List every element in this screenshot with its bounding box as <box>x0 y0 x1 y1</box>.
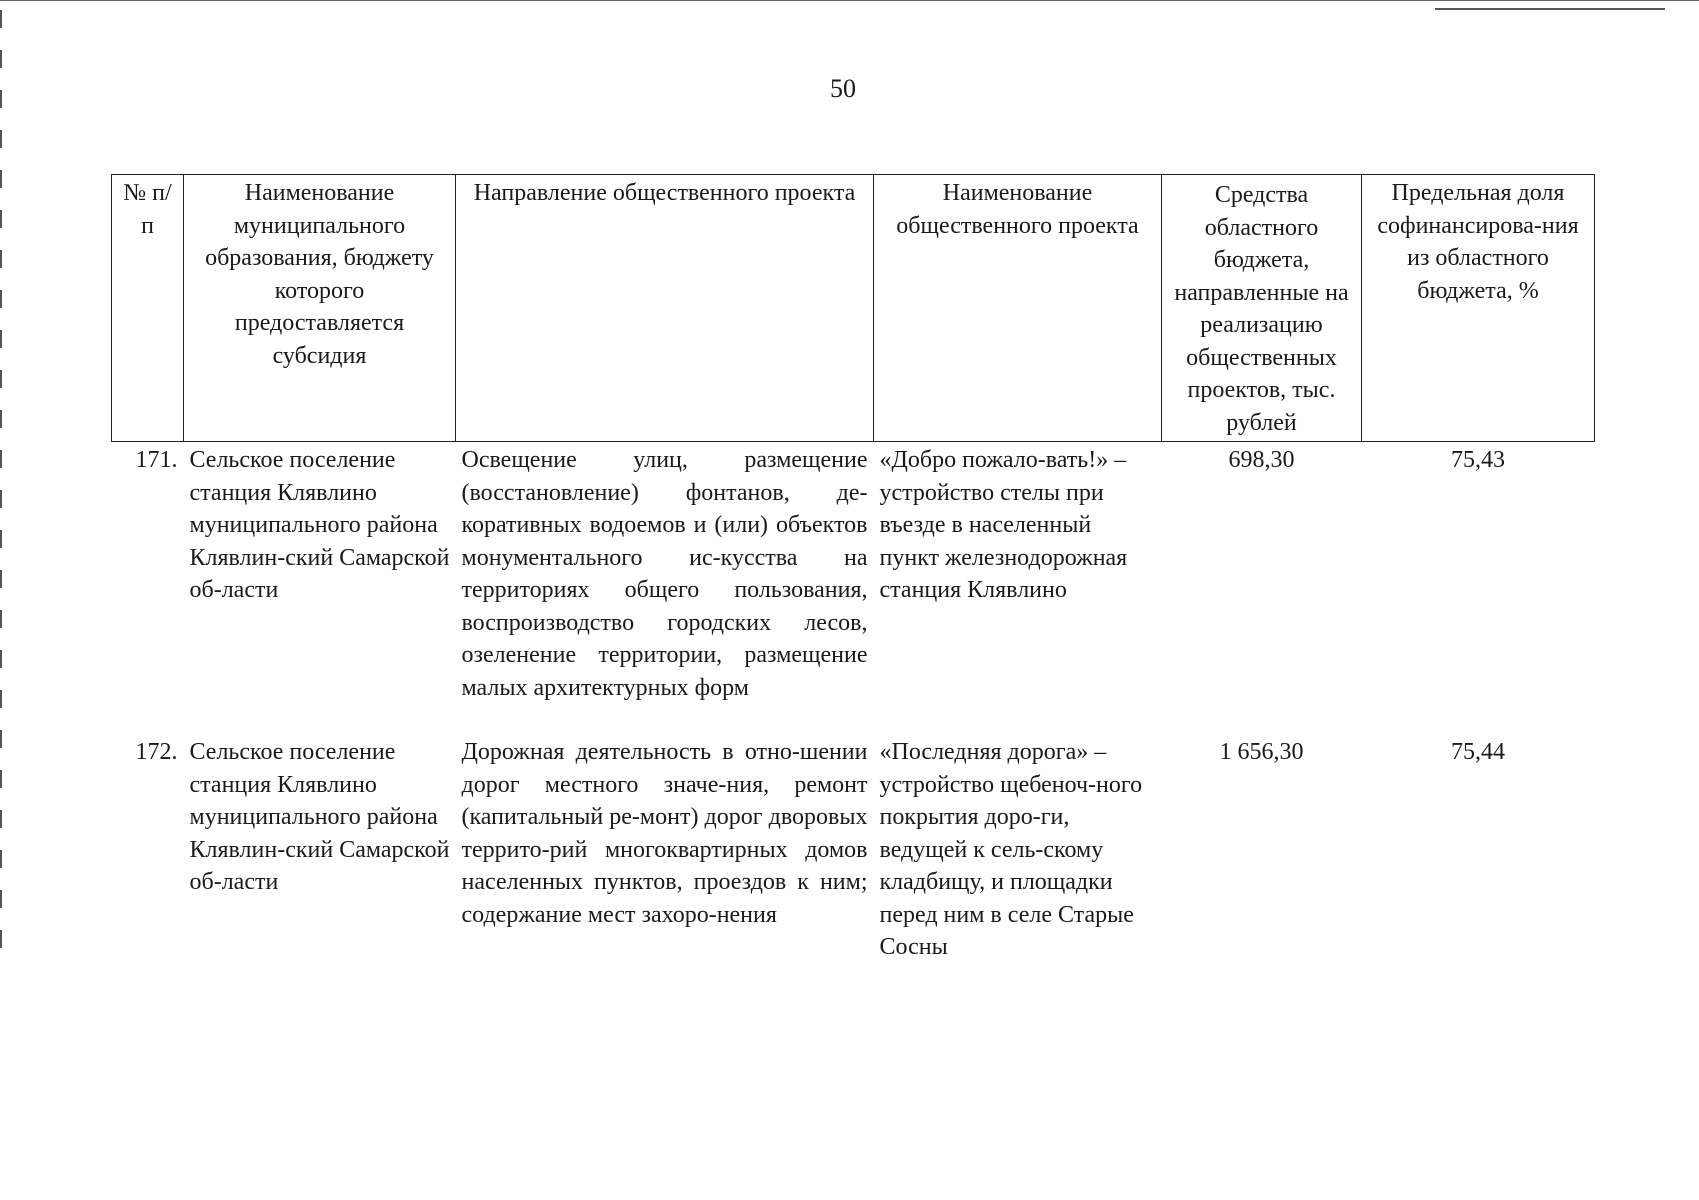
scan-edge-top <box>0 0 1699 1</box>
header-number: № п/п <box>112 175 184 442</box>
header-direction: Направление общественного проекта <box>456 175 874 442</box>
header-share: Предельная доля софинансирова-ния из областного бюджета, % <box>1362 175 1595 442</box>
subsidy-table <box>111 174 1595 964</box>
page-number: 50 <box>830 74 856 103</box>
row-funds: 1 656,30 <box>1219 739 1304 765</box>
table-row <box>112 442 1595 735</box>
header-funds: Средства областного бюджета, направленные на реализацию общественных проектов, тыс. рублей <box>1162 175 1362 442</box>
row-share: 75,43 <box>1451 447 1505 473</box>
row-project-name: «Последняя дорога» – устройство щебеноч-ного покрытия доро-ги, ведущей к сель-скому кладбищу, и площадки перед ним в селе Старые Сосны <box>879 739 1143 960</box>
header-project-name: Наименование общественного проекта <box>874 175 1162 442</box>
row-number: 172. <box>135 739 178 765</box>
table-row <box>112 734 1595 964</box>
header-municipality: Наименование муниципального образования, бюджету которого предоставляется субсидия <box>184 175 456 442</box>
row-number: 171. <box>135 447 178 473</box>
row-direction: Освещение улиц, размещение (восстановление) фонтанов, де-коративных водоемов и (или) объектов монументального ис-кусства на территориях общего пользования, воспроизводство городских лесов, озеленение территории, размещение малых архитектурных форм <box>461 447 868 701</box>
row-share: 75,44 <box>1451 739 1505 765</box>
row-funds: 698,30 <box>1228 447 1295 473</box>
row-project-name: «Добро пожало-вать!» – устройство стелы при въезде в населенный пункт железнодорожная станция Клявлино <box>879 447 1128 603</box>
row-municipality: Сельское поселение станция Клявлино муниципального района Клявлин-ский Самарской об-ласти <box>189 739 450 895</box>
table-header-row <box>112 175 1595 442</box>
scan-mark-top-right <box>1435 8 1665 10</box>
scan-edge-left <box>0 10 2 950</box>
row-direction: Дорожная деятельность в отно-шении дорог местного значе-ния, ремонт (капитальный ре-монт) дорог дворовых террито-рий многоквартирных домов населенных пунктов, проездов к ним; содержание мест захоро-нения <box>461 739 868 928</box>
row-municipality: Сельское поселение станция Клявлино муниципального района Клявлин-ский Самарской об-ласти <box>189 447 450 603</box>
